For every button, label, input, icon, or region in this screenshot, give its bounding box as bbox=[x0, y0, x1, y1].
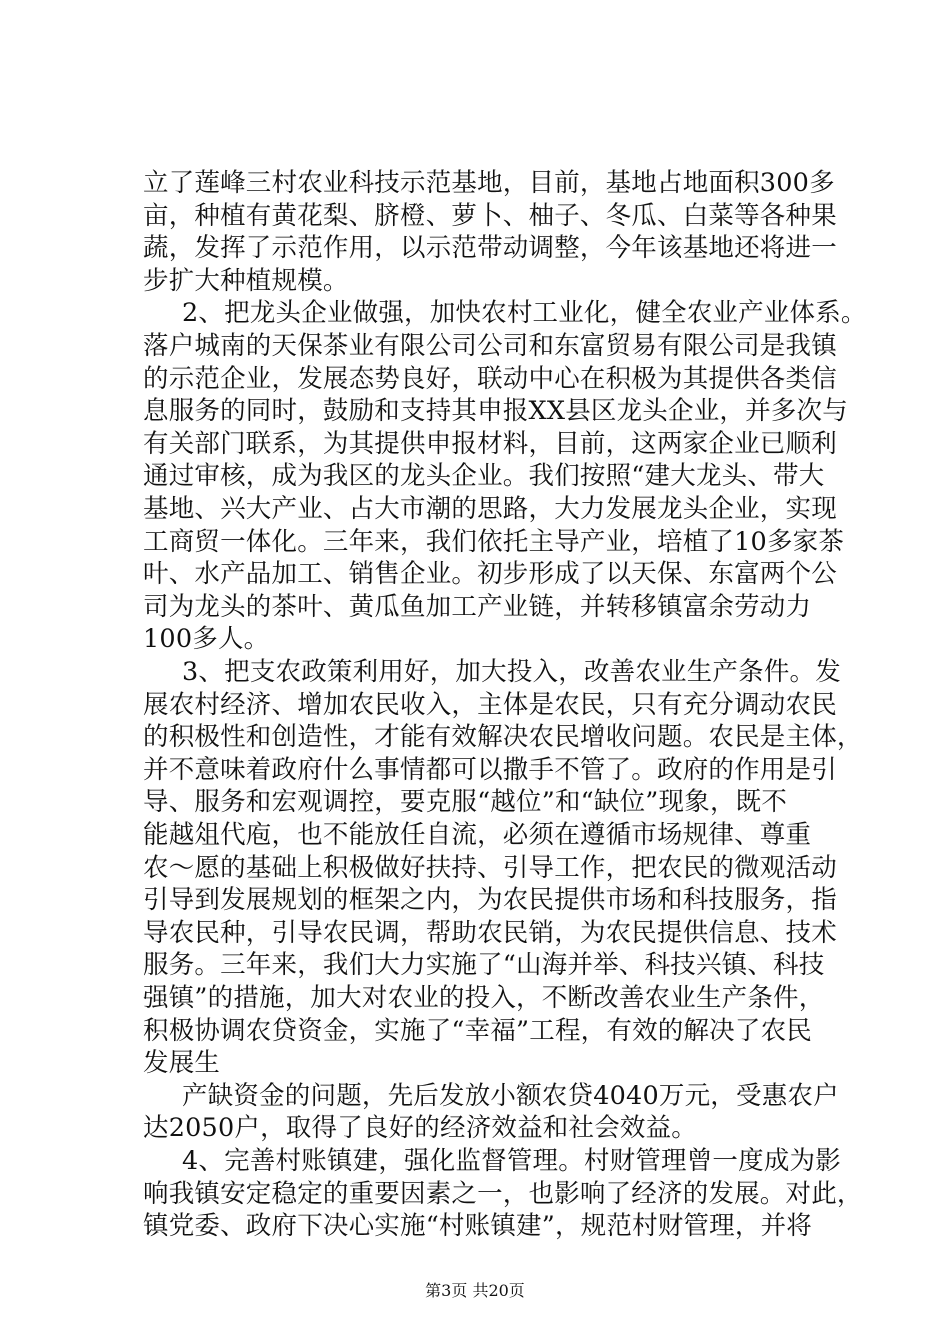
text-line: 的积极性和创造性，才能有效解决农民增收问题。农民是主体， bbox=[143, 722, 863, 752]
paragraph-start-line: 4、完善村账镇建，强化监督管理。村财管理曾一度成为影 bbox=[182, 1146, 841, 1176]
page-number-footer: 第3页 共20页 bbox=[425, 1281, 525, 1300]
text-line: 叶、水产品加工、销售企业。初步形成了以天保、东富两个公 bbox=[143, 559, 837, 589]
text-line: 强镇”的措施，加大对农业的投入，不断改善农业生产条件， bbox=[143, 983, 825, 1013]
text-line: 积极协调农贷资金，实施了“幸福”工程，有效的解决了农民 bbox=[143, 1016, 812, 1046]
text-line: 落户城南的天保茶业有限公司公司和东富贸易有限公司是我镇 bbox=[143, 331, 837, 361]
text-line: 导、服务和宏观调控，要克服“越位”和“缺位”现象，既不 bbox=[143, 787, 788, 817]
text-line: 100多人。 bbox=[143, 624, 270, 654]
text-line: 基地、兴大产业、占大市潮的思路，大力发展龙头企业，实现 bbox=[143, 494, 837, 524]
text-line: 能越俎代庖，也不能放任自流，必须在遵循市场规律、尊重 bbox=[143, 820, 812, 850]
text-line: 导农民种，引导农民调，帮助农民销，为农民提供信息、技术 bbox=[143, 918, 837, 948]
text-line: 响我镇安定稳定的重要因素之一，也影响了经济的发展。对此， bbox=[143, 1179, 863, 1209]
text-line: 发展生 bbox=[143, 1048, 221, 1078]
text-line: 引导到发展规划的框架之内，为农民提供市场和科技服务，指 bbox=[143, 885, 837, 915]
text-line: 镇党委、政府下决心实施“村账镇建”，规范村财管理，并将 bbox=[143, 1211, 812, 1241]
text-line: 达2050户，取得了良好的经济效益和社会效益。 bbox=[143, 1113, 697, 1143]
text-line: 亩，种植有黄花梨、脐橙、萝卜、柚子、冬瓜、白菜等各种果 bbox=[143, 201, 837, 231]
text-line: 展农村经济、增加农民收入，主体是农民，只有充分调动农民 bbox=[143, 690, 837, 720]
text-line: 步扩大种植规模。 bbox=[143, 266, 349, 296]
text-line: 工商贸一体化。三年来，我们依托主导产业，培植了10多家茶 bbox=[143, 527, 845, 557]
text-line: 息服务的同时，鼓励和支持其申报XX县区龙头企业，并多次与 bbox=[143, 396, 848, 426]
text-line: 服务。三年来，我们大力实施了“山海并举、科技兴镇、科技 bbox=[143, 950, 825, 980]
paragraph-start-line: 3、把支农政策利用好，加大投入，改善农业生产条件。发 bbox=[182, 657, 841, 687]
text-line: 并不意味着政府什么事情都可以撒手不管了。政府的作用是引 bbox=[143, 755, 837, 785]
text-line: 有关部门联系，为其提供申报材料，目前，这两家企业已顺利 bbox=[143, 429, 837, 459]
text-line: 司为龙头的茶叶、黄瓜鱼加工产业链，并转移镇富余劳动力 bbox=[143, 592, 812, 622]
text-line: 通过审核，成为我区的龙头企业。我们按照“建大龙头、带大 bbox=[143, 461, 825, 491]
text-line: 立了莲峰三村农业科技示范基地，目前，基地占地面积300多 bbox=[143, 168, 835, 198]
paragraph-start-line: 产缺资金的问题，先后发放小额农贷4040万元，受惠农户 bbox=[182, 1081, 839, 1111]
text-line: 蔬，发挥了示范作用，以示范带动调整，今年该基地还将进一 bbox=[143, 233, 837, 263]
text-line: 的示范企业，发展态势良好，联动中心在积极为其提供各类信 bbox=[143, 364, 837, 394]
paragraph-start-line: 2、把龙头企业做强，加快农村工业化，健全农业产业体系。 bbox=[182, 298, 867, 328]
text-line: 农～愿的基础上积极做好扶持、引导工作，把农民的微观活动 bbox=[143, 853, 837, 883]
